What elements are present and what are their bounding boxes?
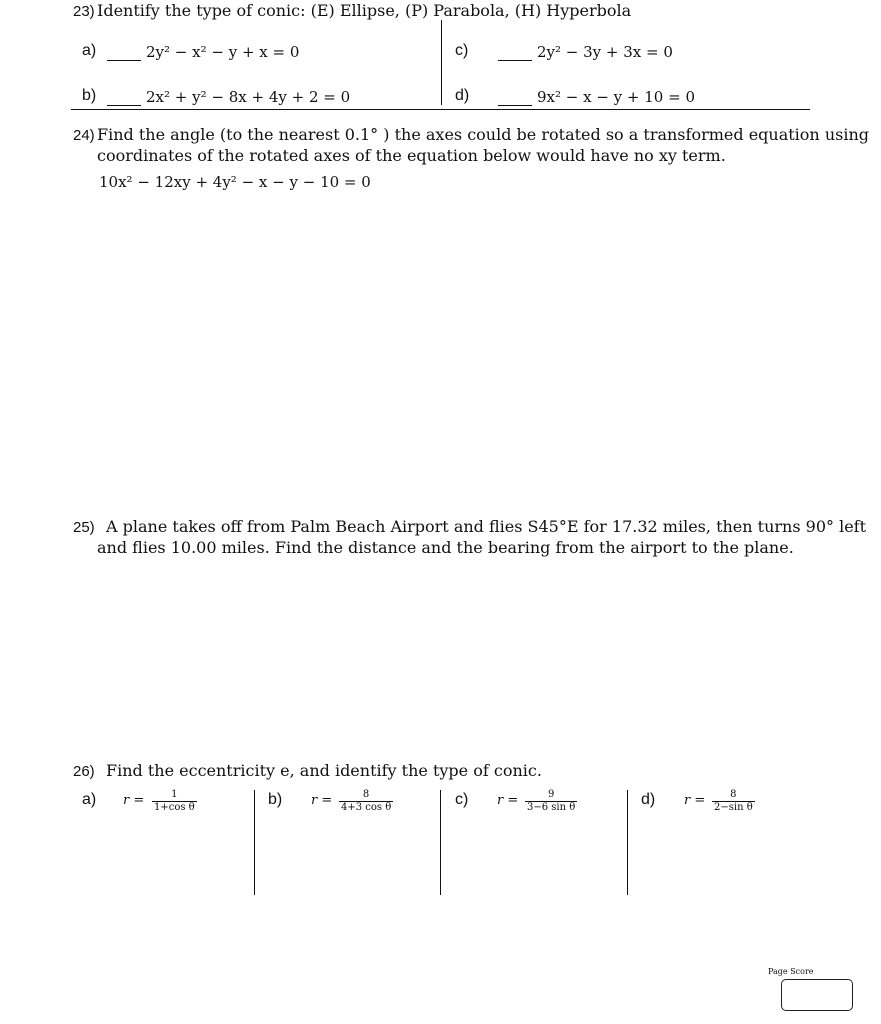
q24-number: 24) [73,127,95,144]
q26-part-a-numerator: 1 [171,789,178,800]
q24-line-2: coordinates of the rotated axes of the equation below would have no xy term. [97,146,726,165]
q23-number: 23) [73,3,95,20]
q26-part-c-label: c) [455,791,469,808]
q23-part-b-answer-blank[interactable] [107,105,141,106]
section-divider [71,109,810,110]
q26-part-b-denominator: 4+3 cos θ [341,802,392,813]
q23-part-d-equation: 9x² − x − y + 10 = 0 [537,88,695,106]
q25-work-area[interactable] [71,565,810,755]
q23-part-c-answer-blank[interactable] [498,60,532,61]
q26-part-b-lhs: r = [311,793,333,808]
q25-line-1: A plane takes off from Palm Beach Airport and flies S45°E for 17.32 miles, then turns 90° left [106,517,867,536]
q23-part-a-label: a) [82,42,97,59]
q23-part-b-label: b) [82,87,97,104]
q26-part-c-fraction [525,789,577,814]
q23-part-d-label: d) [455,87,470,104]
q26-prompt: Find the eccentricity e, and identify the type of conic. [106,761,542,780]
q23-part-c-equation: 2y² − 3y + 3x = 0 [537,43,673,61]
q23-part-b-equation: 2x² + y² − 8x + 4y + 2 = 0 [146,88,351,106]
q26-part-c-denominator: 3−6 sin θ [527,802,576,813]
q26-part-b-label: b) [268,791,283,808]
q23-part-c-label: c) [455,42,469,59]
q26-part-a-denominator: 1+cos θ [154,802,195,813]
page-score-box[interactable] [781,979,853,1011]
q26-part-d-numerator: 8 [730,789,737,800]
q23-part-d-answer-blank[interactable] [498,105,532,106]
q26-part-a-fraction [152,789,197,814]
q23-part-a-answer-blank[interactable] [107,60,141,61]
q23-column-divider [441,20,442,105]
q24-work-area[interactable] [71,200,810,505]
q26-divider-2 [440,790,441,895]
q26-part-d-lhs: r = [684,793,706,808]
page-score-label: Page Score [768,967,814,976]
q25-line-2: and flies 10.00 miles. Find the distance and the bearing from the airport to the plane. [97,538,794,557]
q26-number: 26) [73,763,95,780]
q26-divider-3 [627,790,628,895]
q26-part-d-denominator: 2−sin θ [714,802,753,813]
q26-part-a-label: a) [82,791,97,808]
q26-divider-1 [254,790,255,895]
q25-number: 25) [73,519,95,536]
q26-part-b-fraction [339,789,393,814]
q26-part-d-fraction [712,789,755,814]
q26-part-a-lhs: r = [123,793,145,808]
q26-part-b-numerator: 8 [362,789,370,800]
q24-equation: 10x² − 12xy + 4y² − x − y − 10 = 0 [99,173,371,191]
q24-line-1: Find the angle (to the nearest 0.1° ) the axes could be rotated so a transformed equation using [97,125,869,144]
q23-part-a-equation: 2y² − x² − y + x = 0 [146,43,300,61]
q26-part-c-lhs: r = [497,793,519,808]
q23-prompt: Identify the type of conic: (E) Ellipse, (P) Parabola, (H) Hyperbola [97,1,632,20]
q26-part-d-label: d) [641,791,656,808]
q26-part-c-numerator: 9 [547,789,555,800]
